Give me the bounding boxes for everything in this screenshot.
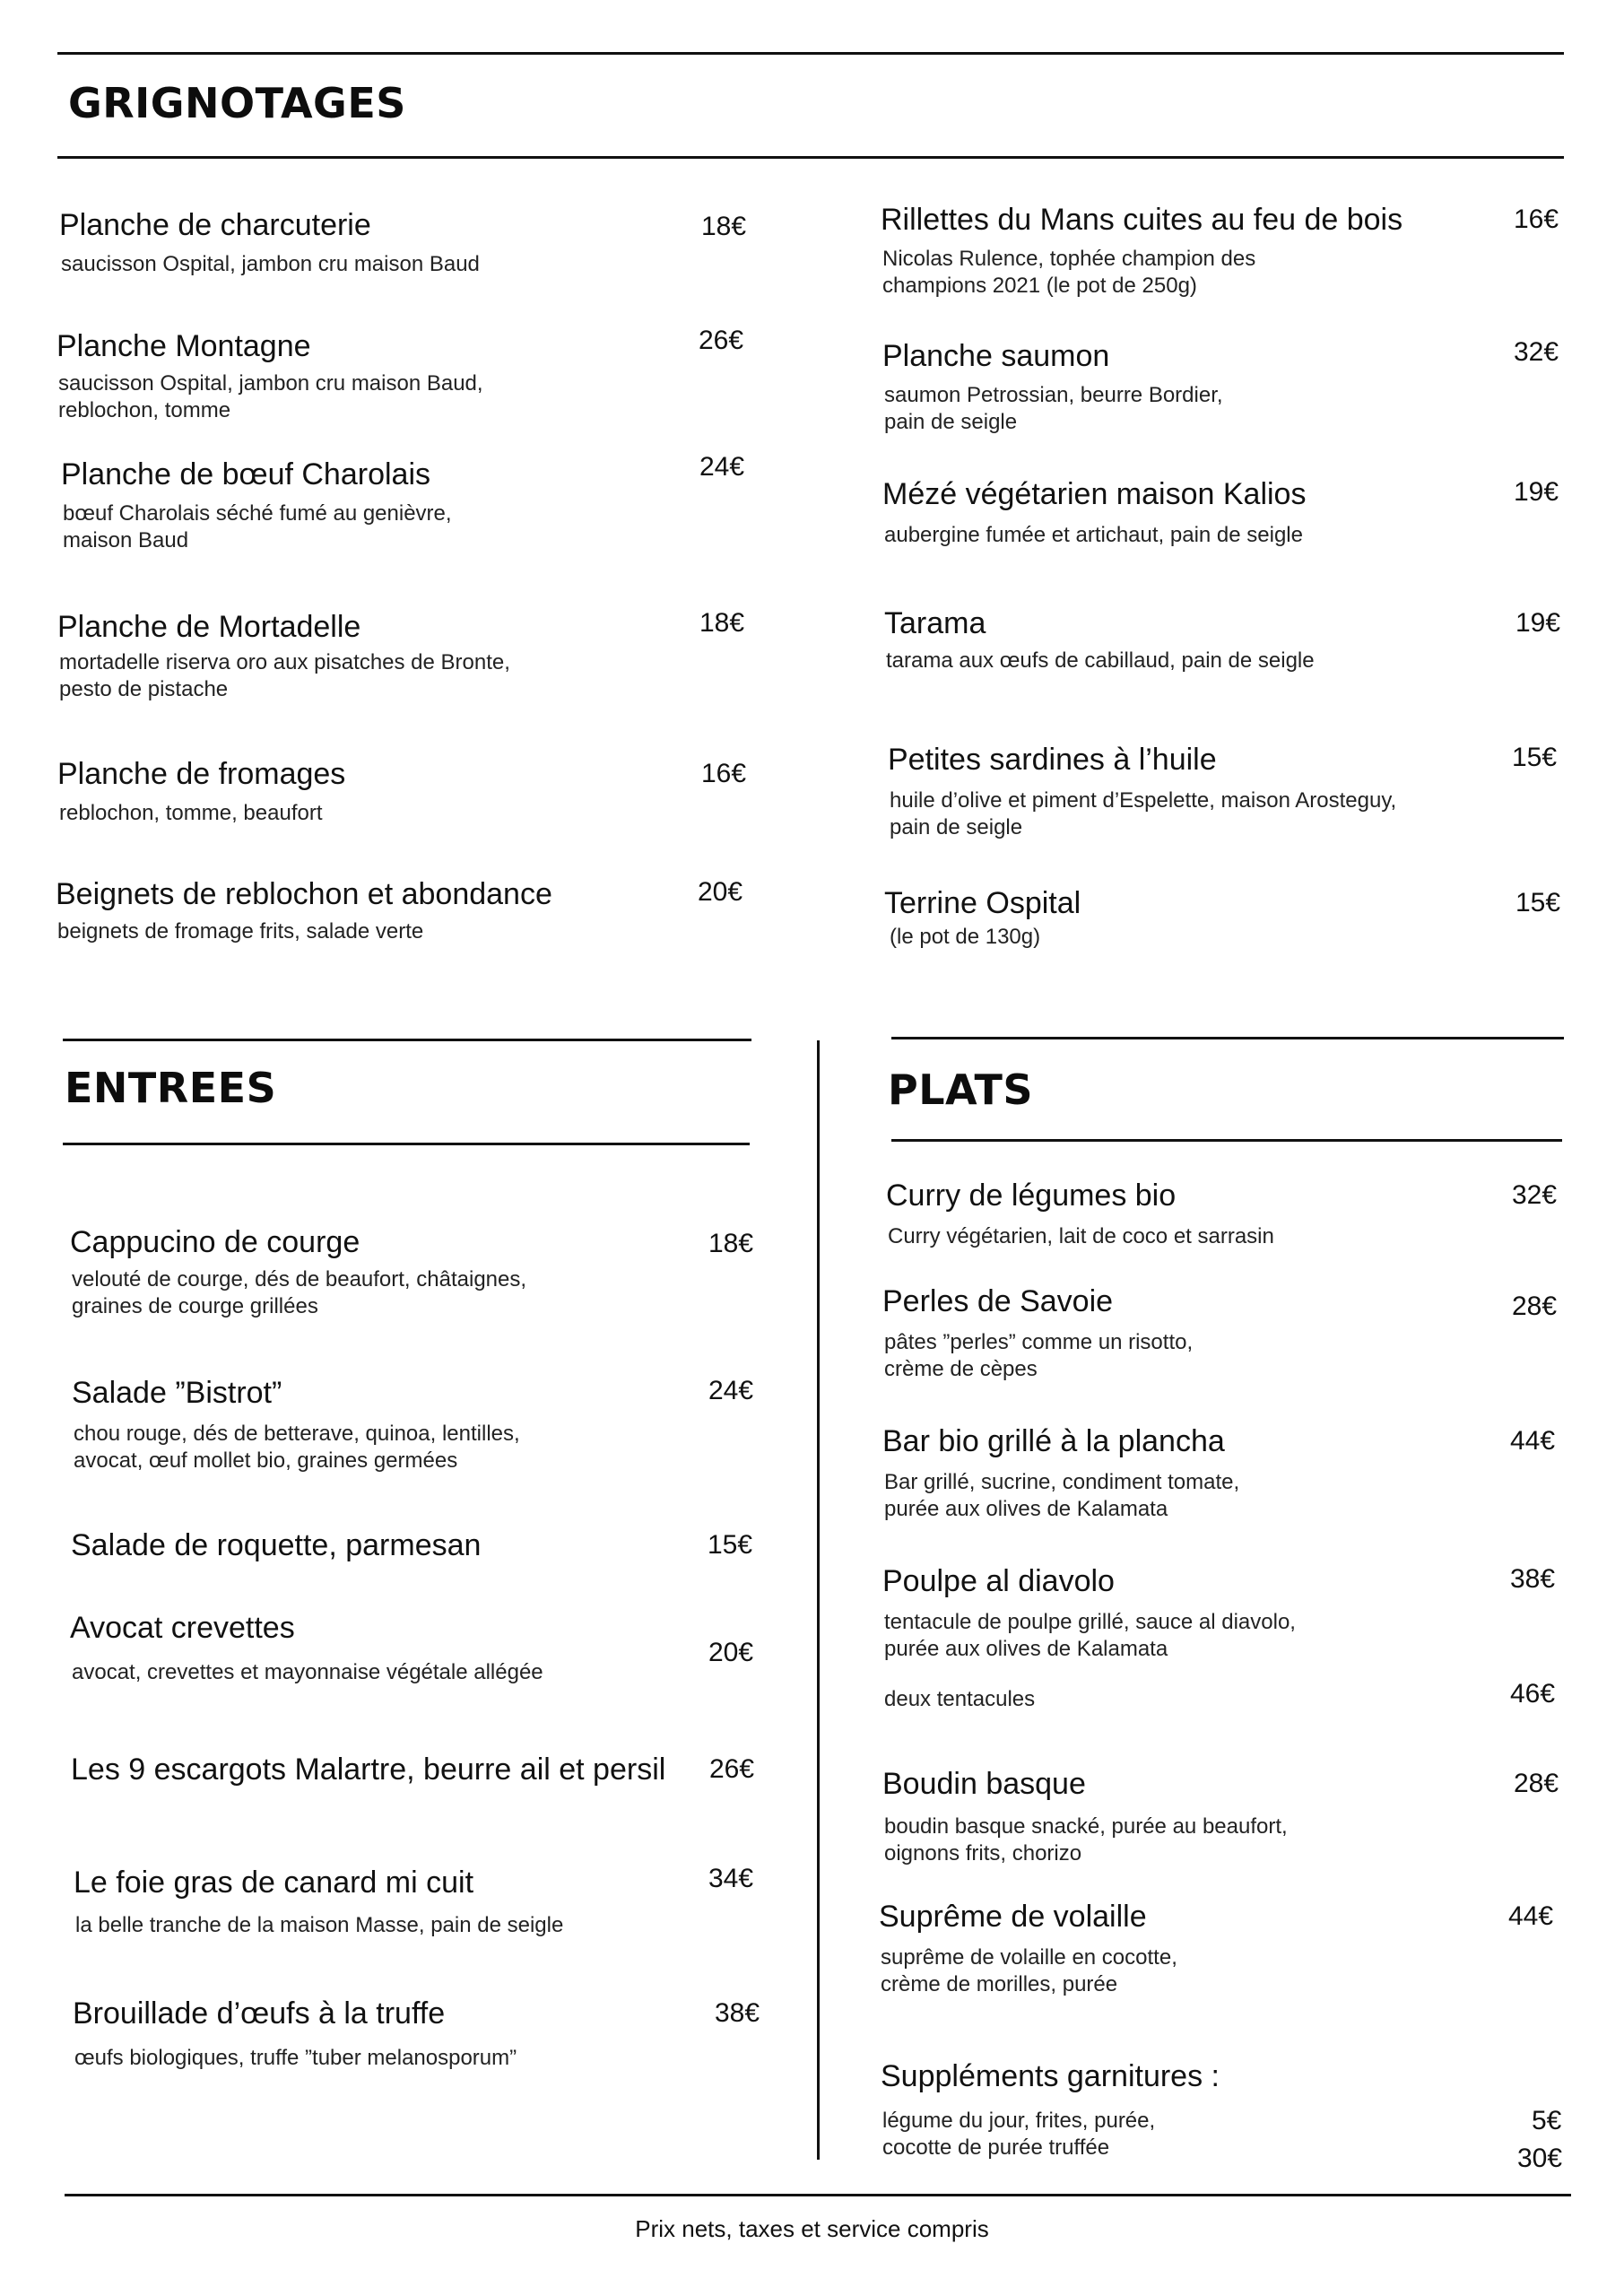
top-rule bbox=[57, 52, 1564, 55]
item-name: Planche de charcuterie bbox=[59, 208, 371, 242]
item-description: huile d’olive et piment d’Espelette, maison Arosteguy, pain de seigle bbox=[890, 788, 1397, 839]
item-description: velouté de courge, dés de beaufort, châtaignes, graines de courge grillées bbox=[72, 1267, 527, 1318]
item-name: Cappucino de courge bbox=[70, 1225, 360, 1259]
section-title-grignotages: GRIGNOTAGES bbox=[68, 79, 406, 127]
item-name: Petites sardines à l’huile bbox=[888, 743, 1217, 777]
item-description: Bar grillé, sucrine, condiment tomate, purée aux olives de Kalamata bbox=[884, 1470, 1240, 1521]
item-price: 38€ bbox=[1510, 1564, 1556, 1594]
item-description: reblochon, tomme, beaufort bbox=[59, 801, 323, 825]
item-name: Mézé végétarien maison Kalios bbox=[882, 477, 1307, 511]
plats-top-rule bbox=[891, 1037, 1564, 1039]
item-description: suprême de volaille en cocotte, crème de morilles, purée bbox=[881, 1945, 1177, 1996]
item-price: 19€ bbox=[1514, 477, 1559, 507]
supplements-description: légume du jour, frites, purée, cocotte de purée truffée bbox=[882, 2109, 1156, 2160]
item-price: 44€ bbox=[1510, 1426, 1556, 1456]
item-variant-label: deux tentacules bbox=[884, 1687, 1036, 1711]
grignotages-rule bbox=[57, 156, 1564, 159]
item-price: 44€ bbox=[1508, 1901, 1554, 1931]
item-name: Rillettes du Mans cuites au feu de bois bbox=[881, 203, 1403, 237]
item-price: 15€ bbox=[1512, 743, 1558, 772]
entrees-bottom-rule bbox=[63, 1143, 750, 1145]
item-description: beignets de fromage frits, salade verte bbox=[57, 919, 424, 944]
item-name: Brouillade d’œufs à la truffe bbox=[73, 1996, 446, 2031]
item-price: 19€ bbox=[1515, 608, 1561, 638]
supplements-title: Suppléments garnitures : bbox=[881, 2059, 1220, 2093]
item-name: Beignets de reblochon et abondance bbox=[56, 877, 552, 911]
item-description: saumon Petrossian, beurre Bordier, pain de seigle bbox=[884, 383, 1223, 434]
item-price: 18€ bbox=[699, 608, 745, 638]
item-price: 18€ bbox=[701, 212, 747, 241]
item-name: Planche de bœuf Charolais bbox=[61, 457, 431, 491]
item-description: Curry végétarien, lait de coco et sarrasin bbox=[888, 1224, 1274, 1248]
section-title-plats: PLATS bbox=[888, 1065, 1034, 1114]
item-price: 32€ bbox=[1514, 337, 1559, 367]
item-price: 15€ bbox=[1515, 888, 1561, 918]
item-name: Boudin basque bbox=[882, 1767, 1086, 1801]
item-price: 15€ bbox=[708, 1530, 753, 1560]
item-price: 16€ bbox=[701, 759, 747, 788]
item-description: mortadelle riserva oro aux pisatches de Bronte, pesto de pistache bbox=[59, 650, 510, 701]
item-description: chou rouge, dés de betterave, quinoa, lentilles, avocat, œuf mollet bio, graines germées bbox=[74, 1422, 520, 1473]
item-price: 38€ bbox=[715, 1998, 760, 2028]
item-price: 20€ bbox=[698, 877, 743, 907]
item-description: saucisson Ospital, jambon cru maison Baud bbox=[61, 252, 480, 276]
item-name: Planche Montagne bbox=[56, 329, 311, 363]
item-name: Planche saumon bbox=[882, 339, 1110, 373]
item-price: 28€ bbox=[1514, 1769, 1559, 1798]
item-price: 24€ bbox=[699, 452, 745, 482]
item-description: tarama aux œufs de cabillaud, pain de seigle bbox=[886, 648, 1315, 673]
item-price: 24€ bbox=[708, 1376, 754, 1405]
item-name: Salade ”Bistrot” bbox=[72, 1376, 282, 1410]
item-variant-price: 46€ bbox=[1510, 1679, 1556, 1709]
item-name: Terrine Ospital bbox=[884, 886, 1081, 920]
footer-rule bbox=[65, 2194, 1571, 2196]
item-description: saucisson Ospital, jambon cru maison Baud, reblochon, tomme bbox=[58, 371, 483, 422]
item-price: 28€ bbox=[1512, 1292, 1558, 1321]
item-description: (le pot de 130g) bbox=[890, 925, 1041, 949]
plats-bottom-rule bbox=[891, 1139, 1562, 1142]
item-price: 16€ bbox=[1514, 204, 1559, 234]
item-description: la belle tranche de la maison Masse, pain de seigle bbox=[75, 1913, 564, 1937]
item-description: tentacule de poulpe grillé, sauce al diavolo, purée aux olives de Kalamata bbox=[884, 1610, 1296, 1661]
item-description: œufs biologiques, truffe ”tuber melanosporum” bbox=[74, 2046, 517, 2070]
item-name: Bar bio grillé à la plancha bbox=[882, 1424, 1225, 1458]
item-name: Poulpe al diavolo bbox=[882, 1564, 1115, 1598]
item-name: Perles de Savoie bbox=[882, 1284, 1114, 1318]
item-description: bœuf Charolais séché fumé au genièvre, maison Baud bbox=[63, 501, 452, 552]
supplement-price: 5€ bbox=[1532, 2106, 1562, 2135]
item-description: avocat, crevettes et mayonnaise végétale allégée bbox=[72, 1660, 543, 1684]
item-name: Suprême de volaille bbox=[879, 1900, 1147, 1934]
column-divider bbox=[817, 1040, 820, 2160]
item-name: Avocat crevettes bbox=[70, 1611, 295, 1645]
item-description: pâtes ”perles” comme un risotto, crème de cèpes bbox=[884, 1330, 1194, 1381]
item-price: 26€ bbox=[709, 1754, 755, 1784]
item-description: Nicolas Rulence, tophée champion des champions 2021 (le pot de 250g) bbox=[882, 247, 1256, 298]
footer-note: Prix nets, taxes et service compris bbox=[635, 2215, 989, 2242]
item-description: aubergine fumée et artichaut, pain de seigle bbox=[884, 523, 1303, 547]
item-description: boudin basque snacké, purée au beaufort, oignons frits, chorizo bbox=[884, 1814, 1288, 1866]
item-price: 18€ bbox=[708, 1229, 754, 1258]
item-price: 26€ bbox=[699, 326, 744, 355]
entrees-top-rule bbox=[63, 1039, 751, 1041]
item-name: Les 9 escargots Malartre, beurre ail et persil bbox=[71, 1752, 666, 1787]
item-name: Le foie gras de canard mi cuit bbox=[74, 1866, 474, 1900]
item-price: 32€ bbox=[1512, 1180, 1558, 1210]
item-name: Planche de Mortadelle bbox=[57, 610, 361, 644]
item-name: Tarama bbox=[884, 606, 986, 640]
section-title-entrees: ENTREES bbox=[65, 1064, 277, 1112]
item-price: 20€ bbox=[708, 1638, 754, 1667]
item-name: Curry de légumes bio bbox=[886, 1178, 1177, 1213]
item-price: 34€ bbox=[708, 1864, 754, 1893]
item-name: Salade de roquette, parmesan bbox=[71, 1528, 482, 1562]
supplement-price: 30€ bbox=[1517, 2144, 1563, 2173]
item-name: Planche de fromages bbox=[57, 757, 346, 791]
